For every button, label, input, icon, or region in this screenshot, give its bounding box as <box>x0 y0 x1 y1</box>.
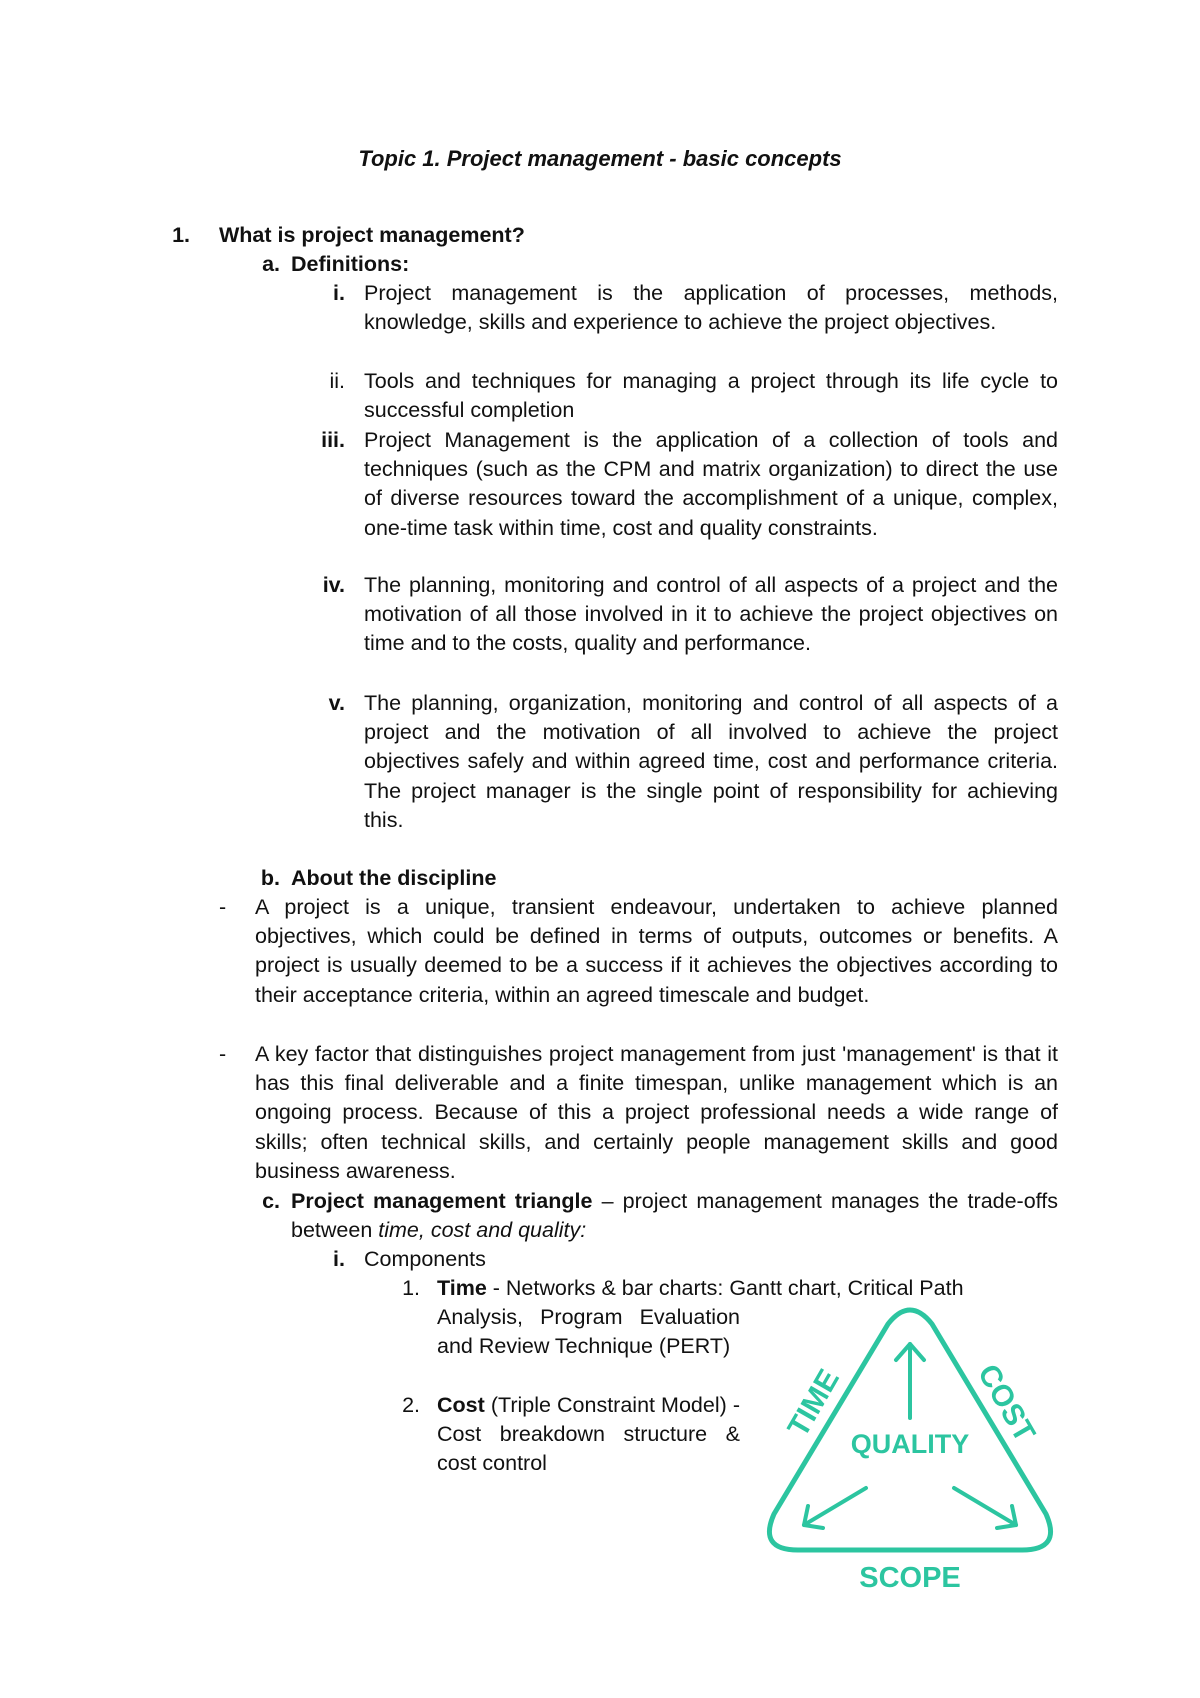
definition-number: v. <box>328 691 345 715</box>
component-desc-continued: Analysis, Program Evaluation and Review Technique (PERT) <box>437 1305 740 1359</box>
definition-text: The planning, monitoring and control of all aspects of a project and the motivation of all those involved in it to achieve the project objectives on time and to the costs, quality and performance. <box>364 573 1058 656</box>
components-number: i. <box>333 1247 345 1271</box>
subsection-letter: b. <box>260 866 280 890</box>
component-number: 1. <box>402 1276 420 1300</box>
subsection-letter: a. <box>262 252 280 276</box>
component-desc: - Networks & bar charts: Gantt chart, Critical Path <box>486 1276 964 1300</box>
triangle-intro: – project management manages the trade-offs between <box>291 1189 1058 1243</box>
definition-text: Project management is the application of processes, methods, knowledge, skills and experience to achieve the project objectives. <box>364 281 1058 335</box>
triangle-italic: time, cost and quality: <box>378 1218 587 1243</box>
definition-text: Tools and techniques for managing a project through its life cycle to successful completion <box>364 369 1058 423</box>
component-name: Cost <box>437 1393 485 1417</box>
components-label: Components <box>364 1247 486 1271</box>
subsection-heading: About the discipline <box>291 866 497 890</box>
triangle-cost-label: COST <box>971 1358 1042 1448</box>
component-number: 2. <box>402 1393 420 1417</box>
subsection-heading: Project management triangle <box>291 1189 593 1213</box>
triangle-time-label: TIME <box>781 1363 846 1443</box>
component-desc: (Triple Constraint Model) - Cost breakdown structure & cost control <box>437 1393 740 1476</box>
definition-text: Project Management is the application of a collection of tools and techniques (such as the CPM and matrix organization) to direct the use of diverse resources toward the accomplishment of a unique, complex, one-time task within time, cost and quality constraints. <box>364 428 1058 540</box>
triangle-quality-label: QUALITY <box>850 1429 970 1459</box>
definition-number: iii. <box>321 428 345 452</box>
triangle-scope-label: SCOPE <box>859 1562 961 1590</box>
definition-text: The planning, organization, monitoring and control of all aspects of a project and the motivation of all involved to achieve the project objectives safely and within agreed time, cost and performance criteria. The project manager is the single point of responsibility for achieving this. <box>364 691 1058 832</box>
bullet-dash: - <box>219 1042 227 1066</box>
triangle-paragraph <box>291 1187 1058 1245</box>
page-title: Topic 1. Project management - basic concepts <box>358 146 842 171</box>
definition-number: ii. <box>329 369 345 393</box>
arrow-down-left-icon <box>804 1488 866 1525</box>
subsection-heading: Definitions: <box>291 252 410 276</box>
project-triangle-diagram <box>760 1300 1060 1590</box>
bullet-text: A project is a unique, transient endeavour, undertaken to achieve planned objectives, which could be defined in terms of outputs, outcomes or benefits. A project is usually deemed to be a success if it achieves the objectives according to their acceptance criteria, within an agreed timescale and budget. <box>255 895 1058 1007</box>
arrow-down-right-icon <box>954 1488 1016 1525</box>
definition-number: i. <box>333 281 345 305</box>
bullet-dash: - <box>219 895 227 919</box>
bullet-text: A key factor that distinguishes project management from just 'management' is that it has this final deliverable and a finite timespan, unlike management which is an ongoing process. Because of this a project professional needs a wide range of skills; often technical skills, and certainly people management skills and good business awareness. <box>255 1042 1058 1183</box>
component-line <box>437 1274 1058 1303</box>
subsection-letter: c. <box>262 1189 280 1213</box>
section-number: 1. <box>172 223 190 247</box>
section-heading: What is project management? <box>219 223 525 247</box>
component-line <box>437 1391 740 1479</box>
definition-number: iv. <box>322 573 345 597</box>
component-name: Time <box>437 1276 487 1300</box>
